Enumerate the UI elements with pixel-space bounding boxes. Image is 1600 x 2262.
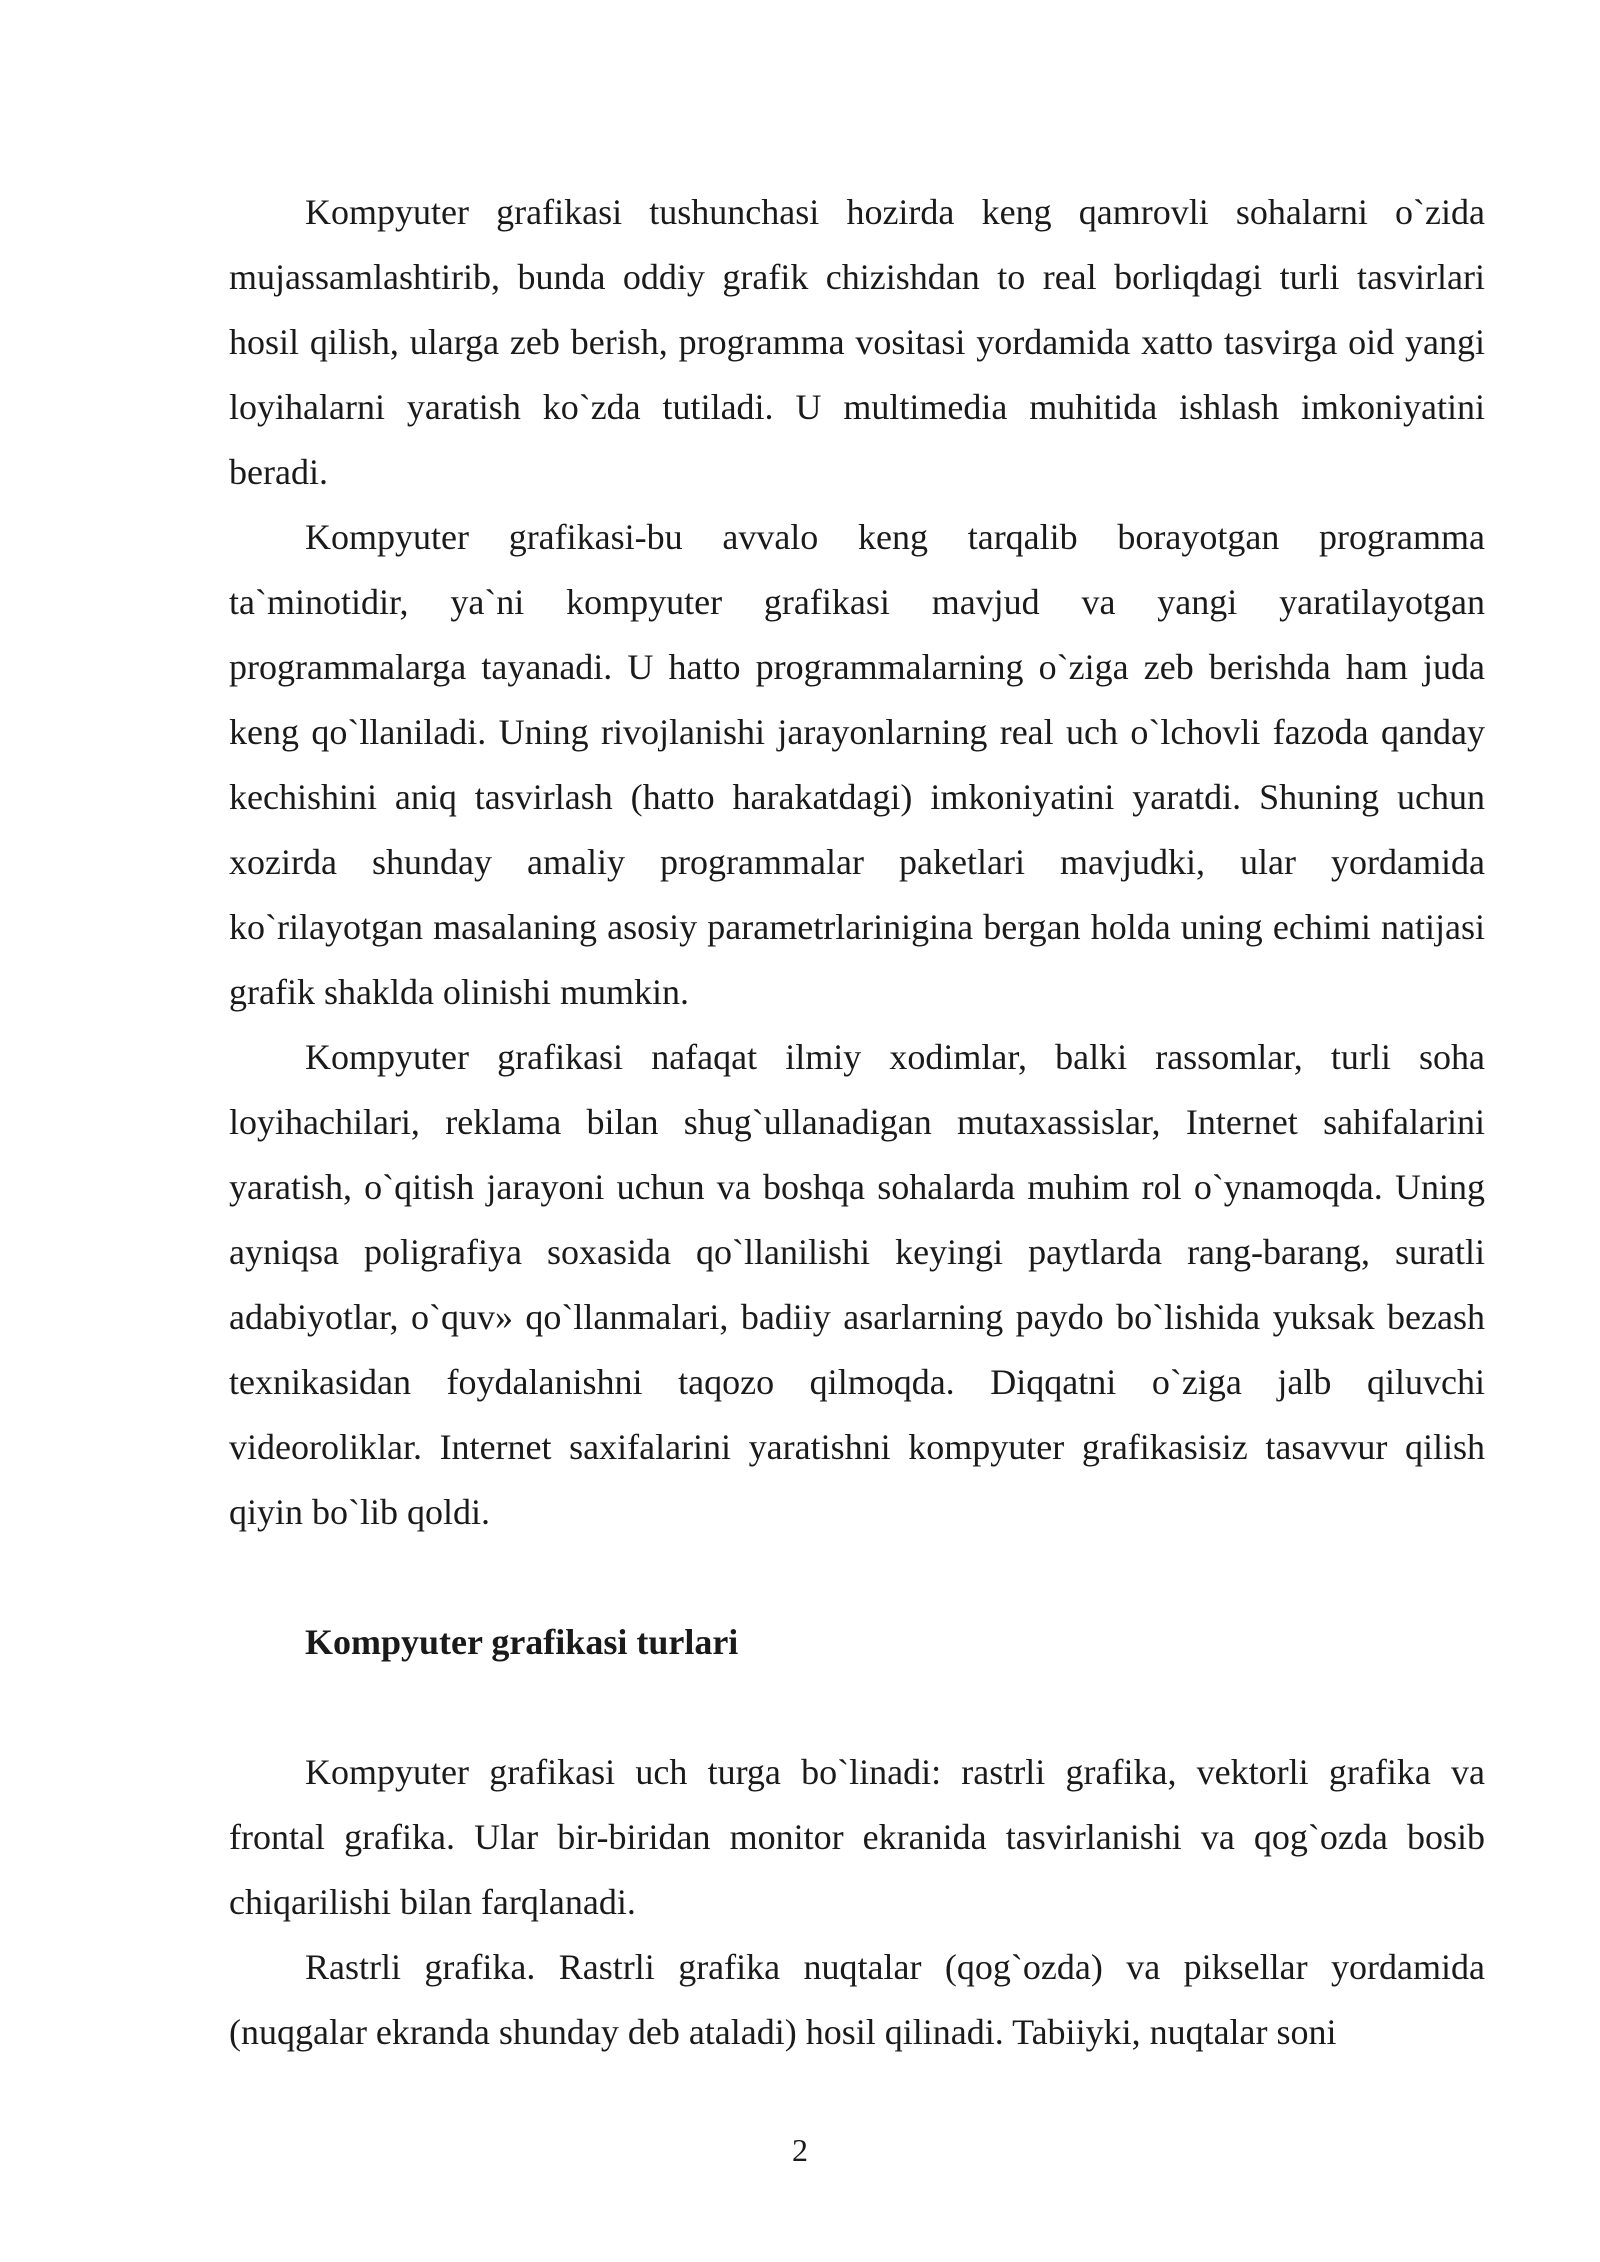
paragraph-3: Kompyuter grafikasi nafaqat ilmiy xodimlar, balki rassomlar, turli soha loyihachilari, reklama bilan shug`ullanadigan mutaxassislar, Internet sahifalarini yaratish, o`qitish jarayoni uchun va boshqa sohalarda muhim rol o`ynamoqda. Uning ayniqsa poligrafiya soxasida qo`llanilishi keyingi paytlarda rang-barang, suratli adabiyotlar, o`quv» qo`llanmalari, badiiy asarlarning paydo bo`lishida yuksak bezash texnikasidan foydalanishni taqozo qilmoqda. Diqqatni o`ziga jalb qiluvchi videoroliklar. Internet saxifalarini yaratishni kompyuter grafikasisiz tasavvur qilish qiyin bo`lib qoldi.	[229, 1037, 1485, 1532]
paragraph-2: Kompyuter grafikasi-bu avvalo keng tarqalib borayotgan programma ta`minotidir, ya`ni kompyuter grafikasi mavjud va yangi yaratilayotgan programmalarga tayanadi. U hatto programmalarning o`ziga zeb berishda ham juda keng qo`llaniladi. Uning rivojlanishi jarayonlarning real uch o`lchovli fazoda qanday kechishini aniq tasvirlash (hatto harakatdagi) imkoniyatini yaratdi. Shuning uchun xozirda shunday amaliy programmalar paketlari mavjudki, ular yordamida ko`rilayotgan masalaning asosiy parametrlarinigina bergan holda uning echimi natijasi grafik shakldа olinishi mumkin.	[229, 517, 1485, 1012]
paragraph-1: Kompyuter grafikasi tushunchasi hozirda keng qamrovli sohalarni o`zida mujassamlashtirib, bunda oddiy grafik chizishdan to real borliqdagi turli tasvirlari hosil qilish, ularga zeb berish, programma vositasi yordamida xatto tasvirga oid yangi loyihalarni yaratish ko`zda tutiladi. U multimedia muhitida ishlash imkoniyatini beradi.	[229, 192, 1485, 492]
spacer	[229, 1545, 1485, 1610]
document-body	[229, 180, 1485, 2065]
section-heading: Kompyuter grafikasi turlari	[305, 1622, 739, 1662]
spacer	[229, 1675, 1485, 1740]
paragraph-4: Kompyuter grafikasi uch turga bo`linadi: rastrli grafika, vektorli grafika va frontal grafika. Ular bir-biridan monitor ekranida tasvirlanishi va qog`ozda bosib chiqarilishi bilan farqlanadi.	[229, 1752, 1485, 1922]
page-number: 2	[792, 2132, 808, 2168]
paragraph-5: Rastrli grafika. Rastrli grafika nuqtalar (qog`ozda) va piksellar yordamida (nuqgalar ekranda shunday deb ataladi) hosil qilinadi. Tabiiyki, nuqtalar soni	[229, 1947, 1485, 2052]
